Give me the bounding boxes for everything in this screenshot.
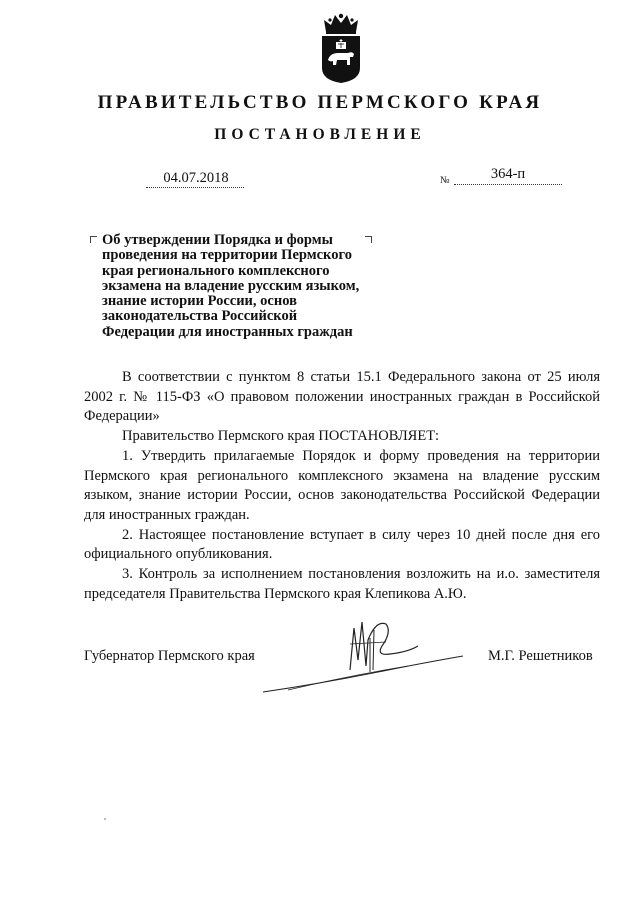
body-paragraph-item-3: 3. Контроль за исполнением постановления возложить на и.о. заместителя председателя Правительства Пермского края Клепикова А.Ю. (84, 566, 600, 602)
subject-line: экзамена на владение русским языком, (102, 277, 360, 294)
scan-speck (104, 818, 106, 820)
signatory-name: М.Г. Решетников (488, 648, 593, 664)
number-underline (454, 184, 562, 185)
document-subject (102, 233, 382, 340)
subject-line: Об утверждении Порядка и формы (102, 232, 333, 248)
date-underline (146, 187, 244, 188)
body-paragraph-resolves: Правительство Пермского края ПОСТАНОВЛЯЕТ: (122, 428, 440, 445)
signatory-position: Губернатор Пермского края (84, 648, 255, 664)
body-paragraph-preamble: В соответствии с пунктом 8 статьи 15.1 Федерального закона от 25 июля 2002 г. № 115-ФЗ «О правовом положении иностранных граждан в Российской Федерации» (84, 369, 600, 425)
body-paragraph-item-2: 2. Настоящее постановление вступает в силу через 10 дней после дня его официального опубликования. (84, 526, 600, 563)
subject-line: проведения на территории Пермского (102, 247, 352, 264)
perm-krai-coat-of-arms-icon (318, 12, 364, 84)
subject-line: знание истории России, основ (102, 293, 297, 310)
number-sign: № (440, 175, 450, 186)
document-number: 364-п (490, 166, 526, 182)
document-type-title: ПОСТАНОВЛЕНИЕ (214, 126, 426, 143)
subject-corner-mark-left (90, 236, 97, 243)
organization-title: ПРАВИТЕЛЬСТВО ПЕРМСКОГО КРАЯ (97, 92, 543, 113)
subject-line: законодательства Российской (102, 308, 298, 325)
document-date: 04.07.2018 (163, 170, 229, 186)
handwritten-signature-icon (258, 600, 468, 700)
subject-line: Федерации для иностранных граждан (102, 323, 353, 340)
subject-line: края регионального комплексного (102, 262, 330, 279)
body-paragraph-item-1: 1. Утвердить прилагаемые Порядок и форму проведения на территории Пермского края регионального комплексного экзамена на владение русским языком, знание истории России, основ законодательства Российской Федерации для иностранных граждан. (84, 447, 600, 523)
document-body (84, 368, 600, 604)
